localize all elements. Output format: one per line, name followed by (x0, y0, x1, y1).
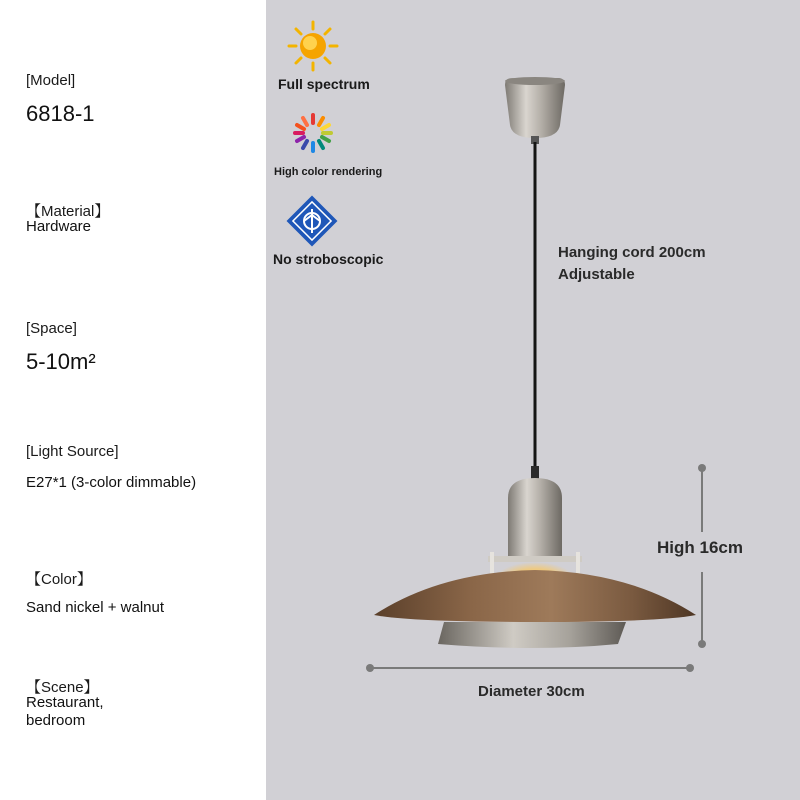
material-label: 【Material】 (26, 203, 110, 220)
badge-color-rendering-label: High color rendering (274, 166, 383, 178)
color-label: 【Color】 (26, 571, 92, 588)
model-value: 6818-1 (26, 101, 95, 126)
color-wheel-icon (289, 109, 337, 157)
sun-icon (287, 20, 339, 72)
light-source-label: [Light Source] (26, 443, 119, 460)
no-flicker-icon (284, 193, 340, 249)
scene-value-line1: Restaurant, (26, 694, 104, 711)
color-value: Sand nickel + walnut (26, 599, 165, 616)
badge-no-stroboscopic-label: No stroboscopic (273, 251, 384, 267)
badge-full-spectrum-label: Full spectrum (278, 76, 370, 92)
material-value: Hardware (26, 218, 92, 235)
height-label: High 16cm (657, 538, 743, 557)
model-label: [Model] (26, 72, 76, 89)
cord-length-label: Hanging cord 200cm (558, 244, 706, 261)
dimension-markers (360, 460, 720, 680)
scene-label: 【Scene】 (26, 679, 99, 696)
diameter-label: Diameter 30cm (478, 683, 585, 700)
scene-value-line2: bedroom (26, 712, 86, 729)
cord-adjustable-label: Adjustable (558, 266, 635, 283)
spec-panel (0, 0, 266, 800)
light-source-value: E27*1 (3-color dimmable) (26, 474, 197, 491)
space-value: 5-10m² (26, 349, 96, 374)
space-label: [Space] (26, 320, 77, 337)
